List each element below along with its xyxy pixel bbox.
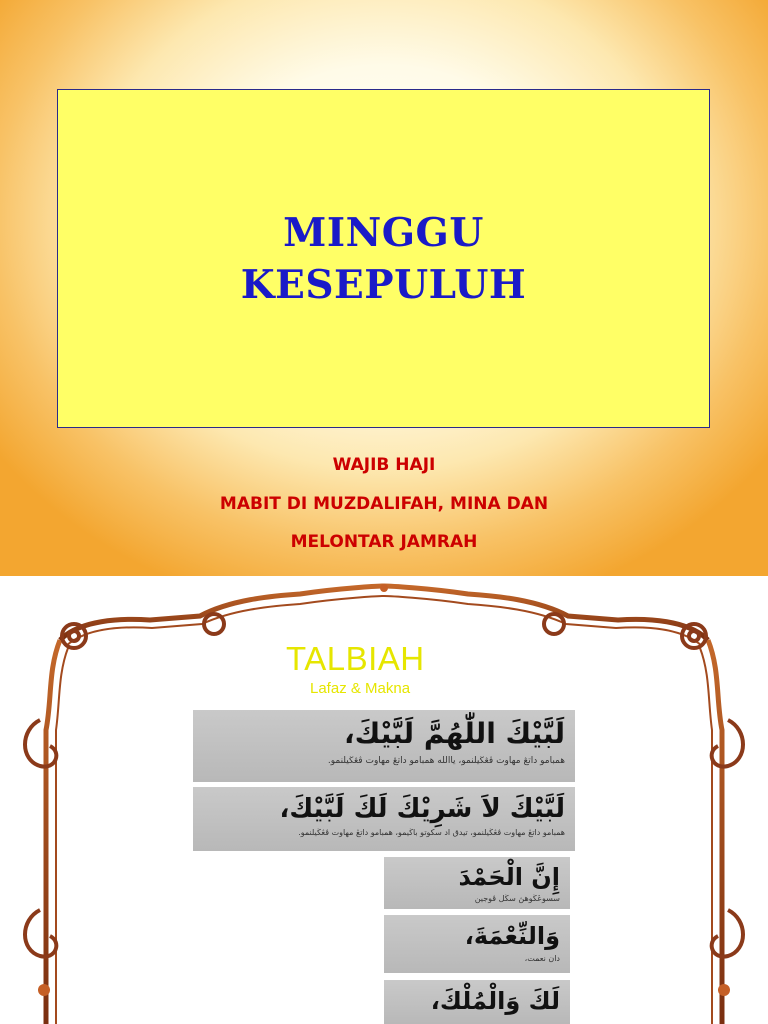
subtitle-line-1: WAJIB HAJI — [332, 455, 436, 475]
title-line-2: KESEPULUH — [240, 261, 527, 308]
arabic-text: لَبَّيْكَ لاَ شَرِيْكَ لَكَ لَبَّيْكَ، — [279, 794, 565, 824]
arabic-text: إِنَّ الْحَمْدَ — [458, 863, 560, 891]
lafaz-makna-subheading: Lafaz & Makna — [310, 680, 411, 697]
title-box — [57, 89, 710, 428]
arabic-text: لَكَ وَالْمُلْكَ، — [430, 987, 560, 1015]
arabic-text: لَبَّيْكَ اللّٰهُمَّ لَبَّيْكَ، — [343, 717, 565, 750]
talbiah-strip-5 — [384, 980, 570, 1024]
jawi-translation: دان نعمت، — [524, 954, 560, 963]
jawi-translation: همبامو داتڠ مهاوت ڤڠڬيلنمو، ياالله همبامو داتڠ مهاوت ڤڠڬيلنمو. — [327, 756, 565, 766]
arabic-text: وَالنِّعْمَةَ، — [464, 922, 560, 950]
talbiah-strip-1 — [193, 710, 575, 782]
talbiah-strip-4 — [384, 915, 570, 973]
title-line-1: MINGGU — [283, 209, 484, 256]
talbiah-strip-2 — [193, 787, 575, 851]
subtitle-line-3: MELONTAR JAMRAH — [290, 532, 478, 552]
jawi-translation: سسوڠڬوهڽ سڬل ڤوجين — [474, 894, 560, 903]
subtitle-line-2: MABIT DI MUZDALIFAH, MINA DAN — [219, 494, 549, 514]
talbiah-strip-3 — [384, 857, 570, 909]
talbiah-slide — [0, 580, 768, 1024]
talbiah-heading: TALBIAH — [286, 640, 425, 677]
jawi-translation: همبامو داتڠ مهاوت ڤڠڬيلنمو، تيدق اد سکوتو باڬيمو، همبامو داتڠ مهاوت ڤڠڬيلنمو. — [298, 828, 565, 837]
